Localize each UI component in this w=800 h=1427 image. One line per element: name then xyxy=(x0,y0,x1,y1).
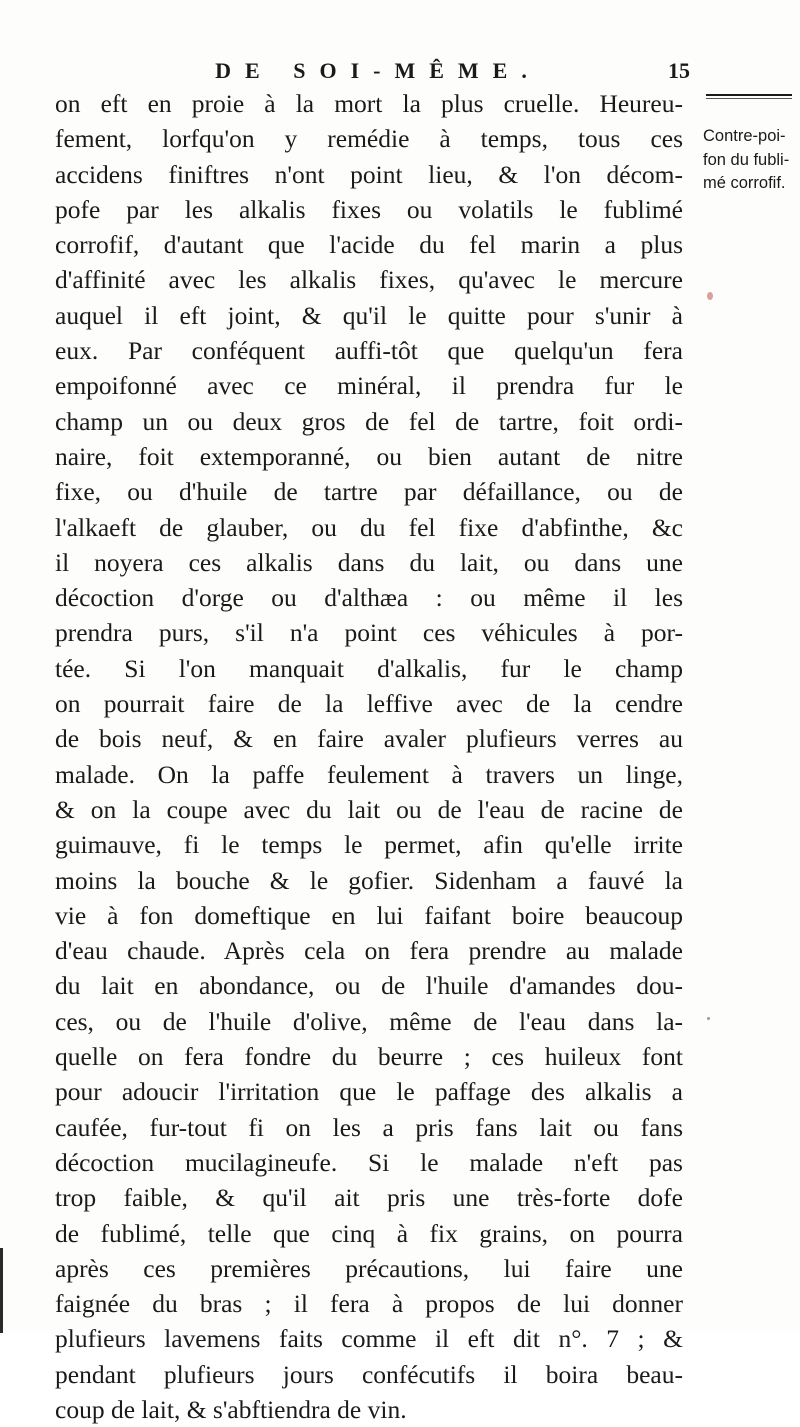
text-line: de bois neuf, & en faire avaler plufieurs verres au xyxy=(55,724,683,754)
text-line: fement, lorfqu'on y remédie à temps, tous ces xyxy=(55,124,683,154)
text-line: décoction d'orge ou d'althæa : ou même il les xyxy=(55,583,683,613)
text-line: on pourrait faire de la leffive avec de la cendre xyxy=(55,689,683,719)
text-line: on eft en proie à la mort la plus cruelle. Heureu- xyxy=(55,89,683,118)
text-line: pendant plufieurs jours confécutifs il boira beau- xyxy=(55,1359,683,1389)
ink-speck xyxy=(707,292,713,300)
text-line: quelle on fera fondre du beurre ; ces huileux font xyxy=(55,1042,683,1072)
margin-ornament-rule xyxy=(706,94,792,100)
text-line: du lait en abondance, ou de l'huile d'amandes dou- xyxy=(55,971,683,1001)
text-line: trop faible, & qu'il ait pris une très-forte dofe xyxy=(55,1183,683,1213)
text-line: coup de lait, & s'abftiendra de vin. xyxy=(55,1394,407,1424)
margin-note xyxy=(703,125,800,196)
text-line: fixe, ou d'huile de tartre par défaillance, ou de xyxy=(55,477,683,507)
margin-note-line: fon du fubli- xyxy=(703,150,790,169)
text-line: malade. On la paffe feulement à travers un linge, xyxy=(55,759,683,789)
page-number: 15 xyxy=(668,58,690,83)
text-line: auquel il eft joint, & qu'il le quitte pour s'unir à xyxy=(55,300,683,330)
margin-note-line: mé corrofif. xyxy=(703,174,786,192)
text-line: eux. Par conféquent auffi-tôt que quelqu'un fera xyxy=(55,336,683,366)
text-line: de fublimé, telle que cinq à fix grains, on pourra xyxy=(55,1218,683,1248)
text-line: plufieurs lavemens faits comme il eft dit n°. 7 ; & xyxy=(55,1324,683,1354)
margin-note-line: Contre-poi- xyxy=(703,127,786,145)
text-line: ces, ou de l'huile d'olive, même de l'eau dans la- xyxy=(55,1006,683,1036)
text-line: prendra purs, s'il n'a point ces véhicules à por- xyxy=(55,618,683,648)
text-line: guimauve, fi le temps le permet, afin qu'elle irrite xyxy=(55,830,683,860)
text-line: pofe par les alkalis fixes ou volatils le fublimé xyxy=(55,194,683,224)
text-line: pour adoucir l'irritation que le paffage des alkalis a xyxy=(55,1077,683,1107)
text-line: l'alkaeft de glauber, ou du fel fixe d'abfinthe, &c xyxy=(55,512,683,542)
text-line: faignée du bras ; il fera à propos de lui donner xyxy=(55,1289,683,1319)
text-line: caufée, fur-tout fi on les a pris fans lait ou fans xyxy=(55,1112,683,1142)
text-line: tée. Si l'on manquait d'alkalis, fur le champ xyxy=(55,653,683,683)
text-line: il noyera ces alkalis dans du lait, ou dans une xyxy=(55,547,683,577)
body-text xyxy=(55,86,695,1427)
text-line: champ un ou deux gros de fel de tartre, foit ordi- xyxy=(55,406,683,436)
text-line: empoifonné avec ce minéral, il prendra fur le xyxy=(55,371,683,401)
text-line: corrofif, d'autant que l'acide du fel marin a plus xyxy=(55,230,683,260)
running-title: DE SOI-MÊME. xyxy=(215,58,541,83)
text-line: décoction mucilagineufe. Si le malade n'eft pas xyxy=(55,1147,683,1177)
page-edge-mark xyxy=(0,1248,3,1333)
ink-speck xyxy=(707,1017,710,1020)
text-line: accidens finiftres n'ont point lieu, & l'on décom- xyxy=(55,159,683,189)
text-line: & on la coupe avec du lait ou de l'eau de racine de xyxy=(55,794,683,824)
text-line: naire, foit extemporanné, ou bien autant de nitre xyxy=(55,441,683,471)
text-line: après ces premières précautions, lui faire une xyxy=(55,1253,683,1283)
text-line: moins la bouche & le gofier. Sidenham a fauvé la xyxy=(55,865,683,895)
text-line: d'eau chaude. Après cela on fera prendre au malade xyxy=(55,936,683,966)
text-line: d'affinité avec les alkalis fixes, qu'avec le mercure xyxy=(55,265,683,295)
text-line: vie à fon domeftique en lui faifant boire beaucoup xyxy=(55,900,683,930)
